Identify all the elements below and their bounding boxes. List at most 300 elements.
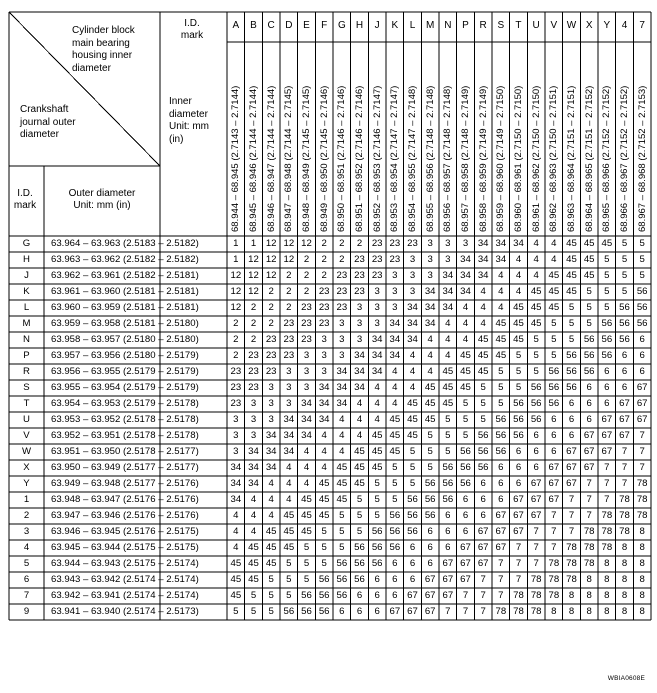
table-cell: 45 bbox=[230, 558, 242, 569]
table-cell: 56 bbox=[407, 510, 418, 521]
table-cell: 12 bbox=[230, 302, 242, 313]
table-cell: 67 bbox=[477, 558, 489, 569]
table-cell: 56 bbox=[424, 510, 436, 521]
table-cell: 67 bbox=[460, 574, 471, 585]
table-cell: 3 bbox=[321, 366, 327, 377]
table-cell: 7 bbox=[551, 542, 557, 553]
column-mark: Y bbox=[603, 20, 611, 31]
table-cell: 6 bbox=[392, 574, 398, 585]
table-cell: 6 bbox=[621, 350, 628, 361]
table-cell: 67 bbox=[442, 574, 454, 585]
table-cell: 23 bbox=[354, 254, 365, 265]
table-cell: 45 bbox=[566, 238, 577, 249]
column-range: 68.964 – 68.965 (2.7151 – 2.7152) bbox=[583, 85, 595, 232]
table-cell: 45 bbox=[265, 526, 277, 537]
table-cell: 78 bbox=[530, 574, 542, 585]
cylinder-block-label: Cylinder block main bearing housing inner diameter bbox=[72, 25, 135, 74]
column-range: 68.962 – 68.963 (2.7150 – 2.7151) bbox=[548, 85, 560, 232]
table-cell: 3 bbox=[409, 254, 416, 265]
column-range: 68.947 – 68.948 (2.7144 – 2.7145) bbox=[283, 85, 295, 232]
table-cell: 8 bbox=[586, 606, 592, 617]
table-cell: 12 bbox=[230, 270, 242, 281]
table-cell: 45 bbox=[265, 542, 277, 553]
table-cell: 7 bbox=[533, 526, 539, 537]
table-cell: 8 bbox=[639, 526, 645, 537]
table-cell: 5 bbox=[480, 414, 486, 425]
table-cell: 34 bbox=[283, 414, 295, 425]
table-cell: 4 bbox=[233, 510, 239, 521]
column-mark: P bbox=[462, 20, 469, 31]
table-cell: 78 bbox=[548, 558, 560, 569]
id-mark-top-label: I.D. mark bbox=[180, 18, 204, 41]
column-range: 68.955 – 68.956 (2.7148 – 2.7148) bbox=[424, 85, 436, 232]
table-cell: 2 bbox=[286, 286, 292, 297]
table-cell: 34 bbox=[336, 398, 348, 409]
table-cell: 45 bbox=[248, 558, 259, 569]
table-cell: 5 bbox=[356, 494, 363, 505]
row-mark: U bbox=[23, 414, 30, 425]
table-cell: 5 bbox=[268, 574, 274, 585]
table-cell: 2 bbox=[303, 270, 310, 281]
row-mark: M bbox=[22, 318, 31, 329]
table-cell: 1 bbox=[250, 238, 257, 249]
table-cell: 4 bbox=[515, 270, 522, 281]
table-cell: 7 bbox=[533, 558, 539, 569]
table-cell: 3 bbox=[233, 446, 239, 457]
table-cell: 23 bbox=[265, 350, 277, 361]
table-cell: 45 bbox=[336, 494, 348, 505]
table-cell: 56 bbox=[318, 606, 330, 617]
table-cell: 6 bbox=[427, 542, 433, 553]
table-cell: 2 bbox=[321, 238, 327, 249]
column-mark: J bbox=[374, 20, 380, 31]
table-cell: 7 bbox=[480, 574, 486, 585]
table-cell: 56 bbox=[636, 302, 648, 313]
column-mark: E bbox=[303, 20, 310, 31]
table-cell: 5 bbox=[427, 446, 433, 457]
table-cell: 4 bbox=[392, 398, 398, 409]
table-cell: 78 bbox=[583, 526, 595, 537]
table-cell: 23 bbox=[354, 270, 365, 281]
table-cell: 34 bbox=[407, 318, 418, 329]
table-cell: 4 bbox=[409, 382, 416, 393]
table-cell: 56 bbox=[389, 510, 401, 521]
table-cell: 3 bbox=[286, 382, 292, 393]
table-cell: 56 bbox=[283, 606, 295, 617]
row-range: 63.947 – 63.946 (2.5176 – 2.5176) bbox=[51, 510, 199, 521]
table-cell: 6 bbox=[551, 430, 557, 441]
column-range: 68.966 – 68.967 (2.7152 – 2.7152) bbox=[619, 85, 630, 232]
table-cell: 3 bbox=[268, 382, 274, 393]
table-cell: 67 bbox=[460, 542, 471, 553]
table-cell: 34 bbox=[354, 366, 365, 377]
table-cell: 67 bbox=[530, 510, 542, 521]
table-cell: 6 bbox=[480, 478, 486, 489]
table-cell: 2 bbox=[286, 302, 292, 313]
table-cell: 56 bbox=[619, 318, 630, 329]
table-cell: 4 bbox=[303, 462, 310, 473]
table-cell: 23 bbox=[336, 286, 348, 297]
table-cell: 34 bbox=[265, 446, 277, 457]
table-cell: 6 bbox=[533, 446, 539, 457]
table-cell: 67 bbox=[601, 446, 613, 457]
column-mark: F bbox=[321, 20, 328, 31]
table-cell: 7 bbox=[639, 462, 645, 473]
table-cell: 3 bbox=[303, 382, 310, 393]
table-cell: 6 bbox=[639, 350, 645, 361]
table-cell: 67 bbox=[583, 462, 595, 473]
row-range: 63.961 – 63.960 (2.5181 – 2.5181) bbox=[51, 286, 199, 297]
table-cell: 12 bbox=[283, 254, 295, 265]
table-cell: 12 bbox=[265, 270, 277, 281]
table-cell: 3 bbox=[427, 238, 433, 249]
table-cell: 4 bbox=[356, 398, 363, 409]
table-cell: 6 bbox=[427, 526, 433, 537]
table-cell: 6 bbox=[374, 606, 380, 617]
table-cell: 3 bbox=[409, 270, 416, 281]
table-cell: 3 bbox=[250, 430, 257, 441]
row-range: 63.943 – 63.942 (2.5174 – 2.5174) bbox=[51, 574, 199, 585]
row-mark: G bbox=[22, 238, 31, 249]
table-cell: 56 bbox=[636, 286, 648, 297]
table-cell: 8 bbox=[639, 574, 645, 585]
table-cell: 3 bbox=[374, 286, 380, 297]
table-cell: 56 bbox=[301, 590, 312, 601]
row-mark: L bbox=[23, 302, 30, 313]
table-cell: 78 bbox=[636, 494, 648, 505]
table-cell: 67 bbox=[407, 606, 418, 617]
table-cell: 23 bbox=[248, 382, 259, 393]
row-range: 63.949 – 63.948 (2.5177 – 2.5176) bbox=[51, 478, 199, 489]
table-cell: 4 bbox=[233, 542, 239, 553]
table-cell: 45 bbox=[407, 414, 418, 425]
table-cell: 5 bbox=[604, 286, 610, 297]
table-cell: 5 bbox=[586, 302, 592, 313]
table-cell: 5 bbox=[604, 270, 610, 281]
table-cell: 34 bbox=[389, 350, 401, 361]
table-cell: 4 bbox=[462, 302, 469, 313]
table-cell: 45 bbox=[318, 478, 330, 489]
row-range: 63.955 – 63.954 (2.5179 – 2.5179) bbox=[51, 382, 199, 393]
table-cell: 5 bbox=[551, 318, 557, 329]
table-cell: 5 bbox=[462, 414, 469, 425]
table-cell: 5 bbox=[286, 574, 292, 585]
column-mark: K bbox=[391, 20, 399, 31]
table-cell: 4 bbox=[250, 510, 257, 521]
table-cell: 7 bbox=[462, 606, 469, 617]
table-cell: 5 bbox=[533, 366, 539, 377]
row-mark: J bbox=[24, 270, 29, 281]
table-cell: 45 bbox=[583, 238, 595, 249]
row-range: 63.945 – 63.944 (2.5175 – 2.5175) bbox=[51, 542, 199, 553]
table-cell: 8 bbox=[586, 590, 592, 601]
table-cell: 56 bbox=[583, 334, 595, 345]
table-cell: 45 bbox=[424, 414, 436, 425]
table-cell: 67 bbox=[495, 510, 507, 521]
table-cell: 7 bbox=[604, 478, 610, 489]
table-cell: 2 bbox=[286, 270, 292, 281]
table-cell: 5 bbox=[604, 302, 610, 313]
table-cell: 78 bbox=[566, 542, 577, 553]
table-cell: 45 bbox=[230, 590, 242, 601]
table-cell: 4 bbox=[250, 494, 257, 505]
table-cell: 5 bbox=[621, 254, 628, 265]
table-cell: 45 bbox=[583, 254, 595, 265]
table-cell: 34 bbox=[424, 286, 436, 297]
table-cell: 56 bbox=[460, 478, 471, 489]
table-cell: 23 bbox=[371, 238, 383, 249]
table-cell: 34 bbox=[477, 254, 489, 265]
table-cell: 67 bbox=[530, 494, 542, 505]
table-cell: 6 bbox=[480, 510, 486, 521]
column-mark: U bbox=[532, 20, 540, 31]
table-cell: 7 bbox=[568, 526, 575, 537]
table-cell: 4 bbox=[339, 430, 345, 441]
table-cell: 4 bbox=[427, 366, 433, 377]
table-cell: 6 bbox=[409, 574, 416, 585]
table-cell: 23 bbox=[230, 398, 242, 409]
column-range: 68.958 – 68.959 (2.7149 – 2.7149) bbox=[477, 85, 489, 232]
table-cell: 6 bbox=[621, 382, 628, 393]
table-cell: 3 bbox=[321, 334, 327, 345]
table-cell: 3 bbox=[392, 286, 398, 297]
table-cell: 34 bbox=[336, 382, 348, 393]
table-cell: 5 bbox=[445, 430, 451, 441]
table-cell: 78 bbox=[619, 510, 630, 521]
row-range: 63.948 – 63.947 (2.5176 – 2.5176) bbox=[51, 494, 199, 505]
table-cell: 5 bbox=[639, 270, 645, 281]
table-cell: 56 bbox=[513, 398, 524, 409]
column-range: 68.953 – 68.954 (2.7147 – 2.7147) bbox=[389, 85, 401, 232]
table-cell: 2 bbox=[250, 334, 257, 345]
table-cell: 34 bbox=[248, 446, 259, 457]
table-cell: 56 bbox=[371, 542, 383, 553]
table-cell: 45 bbox=[318, 494, 330, 505]
table-cell: 3 bbox=[303, 350, 310, 361]
row-range: 63.950 – 63.949 (2.5177 – 2.5177) bbox=[51, 462, 199, 473]
table-cell: 6 bbox=[568, 430, 575, 441]
table-cell: 45 bbox=[548, 302, 560, 313]
table-cell: 5 bbox=[533, 334, 539, 345]
table-cell: 4 bbox=[233, 526, 239, 537]
table-cell: 12 bbox=[265, 254, 277, 265]
table-cell: 45 bbox=[566, 286, 577, 297]
table-cell: 56 bbox=[407, 494, 418, 505]
table-cell: 6 bbox=[445, 542, 451, 553]
table-cell: 45 bbox=[354, 462, 365, 473]
table-cell: 3 bbox=[250, 414, 257, 425]
table-cell: 4 bbox=[374, 398, 380, 409]
column-range: 68.952 – 68.953 (2.7146 – 2.7147) bbox=[371, 85, 383, 232]
table-cell: 45 bbox=[583, 270, 595, 281]
table-cell: 4 bbox=[286, 494, 292, 505]
table-cell: 45 bbox=[513, 302, 524, 313]
table-cell: 23 bbox=[301, 302, 312, 313]
table-cell: 56 bbox=[495, 430, 507, 441]
table-cell: 8 bbox=[639, 590, 645, 601]
row-mark: P bbox=[23, 350, 30, 361]
table-cell: 45 bbox=[301, 510, 312, 521]
table-cell: 45 bbox=[371, 430, 383, 441]
table-cell: 56 bbox=[354, 542, 365, 553]
table-cell: 3 bbox=[268, 414, 274, 425]
row-mark: W bbox=[21, 446, 32, 457]
row-mark: 7 bbox=[23, 590, 30, 601]
table-cell: 4 bbox=[321, 446, 327, 457]
table-cell: 3 bbox=[268, 398, 274, 409]
table-cell: 45 bbox=[389, 446, 401, 457]
table-cell: 4 bbox=[498, 286, 504, 297]
table-cell: 67 bbox=[548, 494, 560, 505]
table-cell: 5 bbox=[445, 446, 451, 457]
row-mark: K bbox=[23, 286, 30, 297]
table-cell: 5 bbox=[621, 238, 628, 249]
table-cell: 34 bbox=[318, 398, 330, 409]
table-cell: 23 bbox=[407, 238, 418, 249]
table-cell: 3 bbox=[356, 302, 363, 313]
table-cell: 7 bbox=[498, 558, 504, 569]
table-cell: 5 bbox=[480, 398, 486, 409]
table-cell: 4 bbox=[533, 238, 539, 249]
table-cell: 4 bbox=[286, 462, 292, 473]
table-cell: 6 bbox=[356, 606, 363, 617]
table-cell: 5 bbox=[339, 526, 345, 537]
table-cell: 78 bbox=[513, 590, 524, 601]
table-cell: 8 bbox=[568, 606, 575, 617]
table-cell: 34 bbox=[495, 254, 507, 265]
table-cell: 34 bbox=[301, 414, 312, 425]
table-cell: 4 bbox=[374, 382, 380, 393]
table-cell: 5 bbox=[356, 526, 363, 537]
table-cell: 23 bbox=[354, 286, 365, 297]
table-cell: 6 bbox=[586, 398, 592, 409]
table-cell: 67 bbox=[530, 478, 542, 489]
column-mark: A bbox=[232, 20, 240, 31]
table-cell: 5 bbox=[268, 590, 274, 601]
table-cell: 4 bbox=[303, 478, 310, 489]
table-cell: 12 bbox=[230, 286, 242, 297]
table-cell: 4 bbox=[374, 414, 380, 425]
table-cell: 34 bbox=[442, 286, 454, 297]
table-cell: 23 bbox=[389, 238, 401, 249]
row-range: 63.963 – 63.962 (2.5182 – 2.5182) bbox=[51, 254, 199, 265]
table-cell: 5 bbox=[409, 446, 416, 457]
table-cell: 23 bbox=[301, 318, 312, 329]
table-cell: 6 bbox=[604, 382, 610, 393]
table-cell: 5 bbox=[586, 318, 592, 329]
table-cell: 4 bbox=[445, 334, 451, 345]
table-cell: 3 bbox=[445, 238, 451, 249]
table-cell: 5 bbox=[374, 478, 380, 489]
table-cell: 5 bbox=[339, 542, 345, 553]
table-cell: 5 bbox=[515, 382, 522, 393]
table-cell: 5 bbox=[321, 558, 327, 569]
table-cell: 67 bbox=[619, 430, 630, 441]
table-cell: 2 bbox=[233, 334, 239, 345]
table-cell: 3 bbox=[250, 398, 257, 409]
column-mark: H bbox=[355, 20, 364, 31]
table-cell: 78 bbox=[583, 558, 595, 569]
table-cell: 8 bbox=[639, 606, 645, 617]
table-cell: 3 bbox=[303, 366, 310, 377]
table-cell: 6 bbox=[551, 446, 557, 457]
table-cell: 67 bbox=[477, 542, 489, 553]
table-cell: 4 bbox=[515, 286, 522, 297]
row-mark: 2 bbox=[23, 510, 30, 521]
table-cell: 23 bbox=[230, 366, 242, 377]
table-cell: 45 bbox=[460, 366, 471, 377]
table-cell: 67 bbox=[424, 606, 436, 617]
table-cell: 5 bbox=[268, 606, 274, 617]
table-cell: 4 bbox=[268, 494, 274, 505]
column-mark: R bbox=[479, 20, 487, 31]
table-cell: 7 bbox=[604, 494, 610, 505]
column-mark: 4 bbox=[621, 20, 628, 31]
table-cell: 8 bbox=[604, 606, 610, 617]
table-cell: 5 bbox=[498, 366, 504, 377]
table-cell: 45 bbox=[283, 542, 295, 553]
row-mark: Y bbox=[23, 478, 30, 489]
table-cell: 2 bbox=[233, 350, 239, 361]
table-cell: 45 bbox=[230, 574, 242, 585]
table-cell: 3 bbox=[339, 318, 345, 329]
table-cell: 45 bbox=[495, 318, 507, 329]
table-cell: 7 bbox=[621, 478, 628, 489]
table-cell: 4 bbox=[392, 382, 398, 393]
table-cell: 12 bbox=[301, 238, 312, 249]
table-cell: 6 bbox=[568, 414, 575, 425]
crankshaft-label: Crankshaft journal outer diameter bbox=[20, 104, 76, 140]
table-cell: 78 bbox=[601, 542, 613, 553]
row-mark: R bbox=[23, 366, 30, 377]
table-cell: 6 bbox=[604, 366, 610, 377]
table-cell: 56 bbox=[442, 478, 454, 489]
row-range: 63.962 – 63.961 (2.5182 – 2.5181) bbox=[51, 270, 199, 281]
table-cell: 34 bbox=[477, 270, 489, 281]
table-cell: 5 bbox=[250, 590, 257, 601]
row-mark: N bbox=[23, 334, 30, 345]
table-cell: 5 bbox=[409, 478, 416, 489]
column-range: 68.950 – 68.951 (2.7146 – 2.7146) bbox=[336, 85, 348, 232]
table-cell: 56 bbox=[530, 414, 542, 425]
table-cell: 2 bbox=[268, 302, 274, 313]
row-mark: 3 bbox=[23, 526, 30, 537]
table-cell: 8 bbox=[621, 542, 628, 553]
row-mark: S bbox=[23, 382, 30, 393]
table-cell: 34 bbox=[230, 462, 242, 473]
table-cell: 4 bbox=[321, 430, 327, 441]
column-mark: T bbox=[515, 20, 522, 31]
table-cell: 67 bbox=[566, 462, 577, 473]
table-cell: 4 bbox=[321, 462, 327, 473]
table-cell: 8 bbox=[604, 558, 610, 569]
table-cell: 56 bbox=[371, 558, 383, 569]
row-mark: X bbox=[23, 462, 30, 473]
table-cell: 23 bbox=[318, 302, 330, 313]
table-cell: 7 bbox=[639, 446, 645, 457]
table-cell: 3 bbox=[374, 318, 380, 329]
table-cell: 5 bbox=[462, 398, 469, 409]
table-cell: 5 bbox=[374, 510, 380, 521]
table-cell: 45 bbox=[248, 574, 259, 585]
table-cell: 23 bbox=[336, 270, 348, 281]
table-cell: 78 bbox=[530, 606, 542, 617]
row-range: 63.964 – 63.963 (2.5183 – 2.5182) bbox=[51, 238, 199, 249]
table-cell: 56 bbox=[583, 366, 595, 377]
table-cell: 34 bbox=[389, 334, 401, 345]
table-cell: 5 bbox=[286, 558, 292, 569]
table-cell: 56 bbox=[566, 350, 577, 361]
